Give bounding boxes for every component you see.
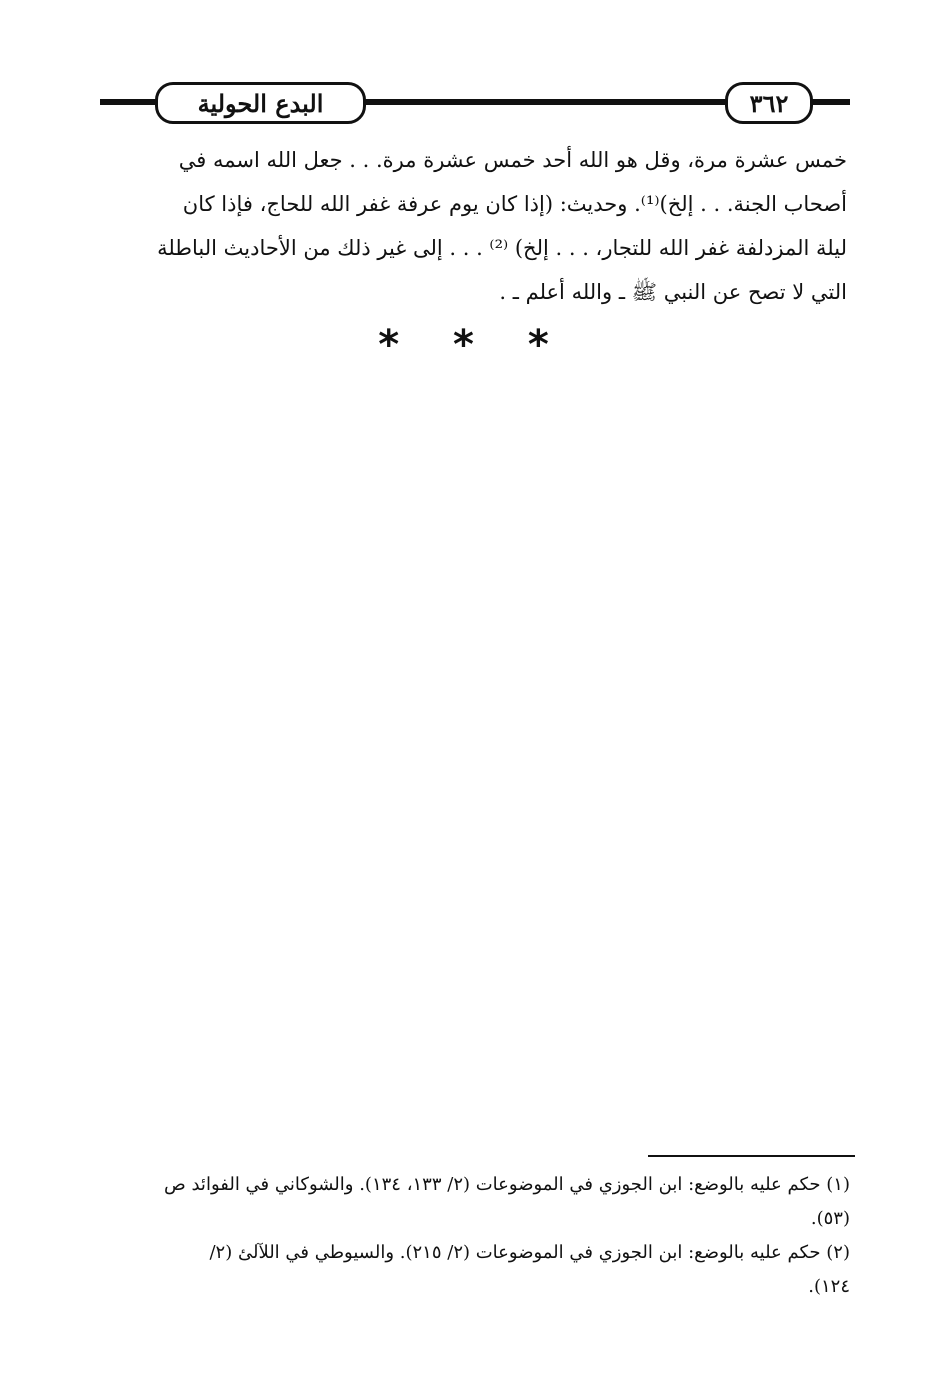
footnote-line: (٥٣).: [810, 1208, 850, 1229]
text-line: أصحاب الجنة. . . إلخ)⁽¹⁾. وحديث: (إذا كان يوم عرفة غفر الله للحاج، فإذا كان: [182, 192, 847, 216]
page-header: [100, 78, 850, 128]
text-line: ليلة المزدلفة غفر الله للتجار، . . . إلخ) ⁽²⁾ . . . إلى غير ذلك من الأحاديث الباطلة: [157, 236, 847, 260]
footnote-line: (١) حكم عليه بالوضع: ابن الجوزي في الموضوعات (٢/ ١٣٣، ١٣٤). والشوكاني في الفوائد ص: [164, 1174, 850, 1195]
page-number: ٣٦٢: [725, 82, 813, 124]
text-line: التي لا تصح عن النبي ﷺ ـ والله أعلم ـ .: [499, 280, 847, 304]
footnote-rule: [648, 1155, 855, 1157]
footnotes: [105, 1168, 850, 1304]
running-title: البدع الحولية: [155, 82, 366, 124]
footnote-line: ١٢٤).: [808, 1276, 850, 1297]
main-text: [105, 138, 847, 314]
footnote-line: (٢) حكم عليه بالوضع: ابن الجوزي في الموضوعات (٢/ ٢١٥). والسيوطي في اللآلئ (٢/: [209, 1242, 850, 1263]
text-line: خمس عشرة مرة، وقل هو الله أحد خمس عشرة مرة. . . جعل الله اسمه في: [178, 148, 847, 172]
section-separator: * * *: [378, 322, 569, 368]
